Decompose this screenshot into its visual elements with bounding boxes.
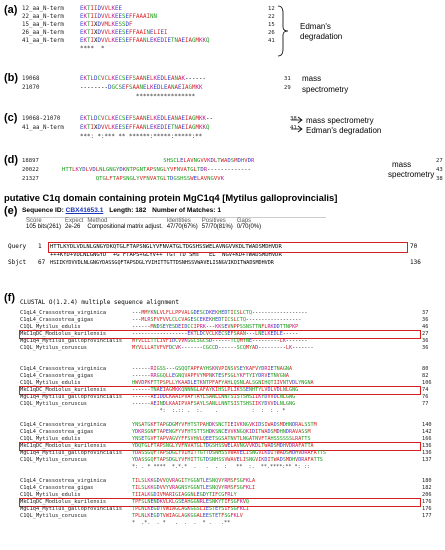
- clustal-seq-position: 76: [422, 394, 429, 400]
- clustal-seq-name: MkC1qDC_Modiolus_kurilensis: [20, 443, 107, 449]
- clustal-seq-name: MgC1q4_Mytilus_galloprovincialis: [20, 506, 123, 512]
- blast-value-cell: 0/70(0%): [236, 224, 262, 230]
- blast-header-cell: Score: [26, 218, 42, 224]
- clustal-seq-position: 106: [422, 380, 432, 386]
- seq-length: 26: [268, 30, 275, 36]
- matches-label: Number of Matches:: [152, 207, 216, 214]
- blast-value-cell: 57/70(81%): [201, 224, 233, 230]
- clustal-seq-name: MgC1q4_Mytilus_galloprovincialis: [20, 450, 123, 456]
- panel-d-label: (d): [4, 154, 19, 166]
- clustal-consensus: *: . * **** *.*.* . . . : ** :. **.****:** *: ::: [132, 464, 310, 470]
- blast-value-cell: Compositional matrix adjust.: [87, 224, 163, 230]
- clustal-seq-name: C1qL4_Crassostrea_virginica: [20, 310, 107, 316]
- seq-name: 12_aa_N-term: [22, 6, 64, 12]
- seq-length: 41: [268, 38, 275, 44]
- blast-value-cell: 105 bits(261): [26, 224, 62, 230]
- seq-name: 15_aa_N-term: [22, 22, 64, 28]
- seq-residues: EKTIIDVVLKEESEFFAAAINN: [80, 14, 157, 20]
- query-highlight-box: [48, 242, 408, 253]
- seq-name: 41_aa_N-term: [22, 38, 64, 44]
- panel-b-alignment: [22, 76, 442, 106]
- consensus-line: *****************: [80, 94, 196, 100]
- panel-b-annotation-1: mass: [302, 74, 322, 83]
- seq-name: 26_aa_N-term: [22, 30, 64, 36]
- clustal-seq-name: C1QL_Mytilus_coruscus: [20, 513, 87, 519]
- clustal-seq-position: 142: [422, 429, 432, 435]
- panel-d-annotation-2: spectrometry: [388, 170, 435, 179]
- clustal-seq-position: 180: [422, 478, 432, 484]
- clustal-seq-residues: ------TNAEIAGMKKQNNNGLAFAYKIHSLPLIKSSENHTYLVDLVDLNLGNG: [132, 387, 299, 393]
- query-end: 70: [410, 243, 418, 250]
- seq-name: 21327: [22, 176, 39, 182]
- clustal-seq-position: 27: [422, 331, 429, 337]
- sbjct-end: 136: [410, 259, 421, 266]
- seq-residues: EKTIXDVVLKEESEFFAANLEKEDIETNAEIAGMKKQ: [80, 125, 210, 131]
- blast-stats-table: [26, 218, 265, 230]
- blast-values-row: [26, 224, 265, 230]
- clustal-seq-name: MkC1qDC_Modiolus_kurilensis: [20, 387, 107, 393]
- seq-name: 21070: [22, 85, 40, 91]
- seq-length: 22: [268, 14, 275, 20]
- clustal-seq-residues: ------MNDSEYESDEIDCCIPRK---KKSEVNPPSSNSTTNFLRKDDTTNPKP: [132, 324, 299, 330]
- sbjct-label: Sbjct: [8, 259, 27, 266]
- clustal-consensus: * .*. . * . . . * . .**: [132, 520, 231, 526]
- seq-residues: EKTIXDVVLKEESEFFAAINELIEI: [80, 30, 168, 36]
- clustal-seq-residues: ---MLRSFVFVVLCLCVAGESCEKEKHEDTICSLCTQ------------------: [132, 317, 302, 323]
- length-label: Length:: [109, 207, 134, 214]
- clustal-seq-position: 176: [422, 506, 432, 512]
- clustal-seq-name: MkC1qDC_Modiolus_kurilensis: [20, 331, 107, 337]
- seq-length: 12: [268, 6, 275, 12]
- clustal-seq-name: C1qL4_Crassostrea_gigas: [20, 373, 94, 379]
- clustal-seq-position: 82: [422, 373, 429, 379]
- clustal-seq-position: 136: [422, 450, 432, 456]
- clustal-seq-residues: TPLNLKEGDTVWIAGLAGKGGSLIESTEYSIFSGFKLI: [132, 506, 249, 512]
- clustal-seq-residues: TPLNLKEGDTVWIAGLAGKGGALEESTETFSGFKLV: [132, 513, 243, 519]
- clustal-seq-residues: YDQTGLFTAPSNGLYVFNVATGLTDGSHSSWELAVNGVVKDLTWADSMDHVDRAFATTA: [132, 443, 314, 449]
- clustal-seq-name: MgC1q4_Mytilus_galloprovincialis: [20, 394, 123, 400]
- clustal-seq-position: 206: [422, 492, 432, 498]
- clustal-seq-name: C1QL_Mytilus_edulis: [20, 380, 81, 386]
- seq-residues: --------DGCSEFSAANELKEDLEANAEIAGMKK: [80, 85, 203, 91]
- clustal-seq-residues: YNSATGKFTAPGDGMYVFHTSTPAHDKSNCTIEIVKNGVKIDSIWADSMDHNDRALSSTM: [132, 422, 317, 428]
- clustal-seq-residues: ------------------EKTLDCVCLKECSEFSAAN---LNELKEDLE-----: [132, 331, 299, 337]
- clustal-seq-position: 77: [422, 401, 429, 407]
- arrow-c-1: [290, 116, 304, 136]
- seq-length: 38: [436, 176, 443, 182]
- panel-d-annotation-1: mass: [392, 160, 412, 169]
- panel-f-label: (f): [4, 292, 15, 304]
- panel-c-annotation-2: Edman's degradation: [306, 126, 382, 135]
- seq-name: 19068: [22, 76, 40, 82]
- blast-header-cell: Expect: [65, 218, 84, 224]
- blast-alignment: [4, 240, 444, 280]
- clustal-seq-residues: YDASSGQFTAPSDGLYVFHITTGTDSNHSSVWAVELISNGVIKDITWADSMDHVDRAFATTS: [132, 457, 323, 463]
- clustal-seq-position: 140: [422, 422, 432, 428]
- consensus-line: ***: *:*** ** ******:*****:*****:**: [80, 134, 203, 140]
- blast-header-cell: Identities: [166, 218, 191, 224]
- panel-b-label: (b): [4, 72, 19, 84]
- blast-header-cell: Gaps: [236, 218, 252, 224]
- panel-c-annotation-1: mass spectrometry: [306, 116, 374, 125]
- seq-residues: EKTLDCVCLKECSEFSAANELKEDLEANAEIAGMKK--: [80, 116, 213, 122]
- clustal-seq-name: C1qL4_Crassostrea_virginica: [20, 366, 107, 372]
- seqid-label: Sequence ID:: [22, 207, 64, 214]
- length-value: 182: [135, 207, 147, 214]
- seq-residues: EKTIXDVMLKESSDF: [80, 22, 133, 28]
- panel-d-alignment: [22, 158, 442, 188]
- clustal-seq-position: 74: [422, 387, 429, 393]
- seq-name: 20022: [22, 167, 39, 173]
- mid-seq: +++KYD+VDLNLGNGYD +G FTAPS+GLYV++ TGT TD SHs EL NGV+KD+TWADSMDHVDR: [50, 252, 282, 258]
- consensus-line: **** *: [80, 46, 105, 52]
- clustal-seq-residues: TILSLKKGDVVYVRAGNSYGGNTLESNQVYRMSFSGFKLI: [132, 485, 256, 491]
- seq-residues: EKTLDCVCLKECSEFSAANELKEDLEANAK------: [80, 76, 206, 82]
- panel-a-label: (a): [4, 4, 18, 16]
- seq-residues: EKTIXDVVLKEESEFFAANLEKEDIETNAEIAGMKKQ: [80, 38, 210, 44]
- clustal-seq-name: C1qL4_Crassostrea_virginica: [20, 478, 107, 484]
- clustal-seq-name: MgC1q4_Mytilus_galloprovincialis: [20, 338, 123, 344]
- clustal-seq-residues: TILSLKKGDVVQVRAGITYGGNTLESNQVYRMSFSGFKLA: [132, 478, 256, 484]
- clustal-seq-residues: ------RRGGQLLEGNQVAPFVYMPNKTESFSGLYKFTYIYDRVETNVGNA: [132, 373, 289, 379]
- clustal-seq-residues: YNSETGVFTAPVAGVYFFSVHVLQEETSGSATNVTLNGATNVFTAHSSSSSSLRATTS: [132, 436, 311, 442]
- seq-name: 19068-21070: [22, 116, 61, 122]
- blast-header-cell: Positives: [201, 218, 226, 224]
- clustal-seq-residues: YDKRSGNFTAPENGFYVFHTSTTSHDKSNCEVVKNGQKIDITWADSMDHNDRAVASSM: [132, 429, 311, 435]
- clustal-seq-position: 46: [422, 324, 429, 330]
- query-seq: HTTLKYDLVDLNLGNGYDKQTGLFTAPSNGLYVFNVATGLTDGSHSSWELAVNGVVKDLTWADSMDHVDR: [50, 244, 282, 250]
- clustal-seq-position: 137: [422, 457, 432, 463]
- clustal-consensus: [132, 352, 288, 358]
- panel-e: [4, 192, 444, 284]
- seq-length: 43: [436, 167, 443, 173]
- query-label: Query: [8, 243, 27, 250]
- clustal-seq-name: C1QL_Mytilus_coruscus: [20, 345, 87, 351]
- query-start: 1: [38, 243, 42, 250]
- clustal-seq-position: 36: [422, 338, 429, 344]
- blast-value-cell: 2e-26: [65, 224, 81, 230]
- clustal-seq-name: C1QL_Mytilus_coruscus: [20, 401, 87, 407]
- clustal-header: CLUSTAL O(1.2.4) multiple sequence alignment: [20, 299, 179, 306]
- seq-length: 41: [290, 125, 297, 131]
- blast-seqid-line: [22, 207, 221, 214]
- clustal-seq-name: C1qL4_Crassostrea_gigas: [20, 429, 94, 435]
- clustal-seq-residues: ------AEINDLKAAIPVAFSAYLSANLLNNTSISTSHSIIKYDVVDLNLGNG: [132, 401, 296, 407]
- seq-name: 18897: [22, 158, 39, 164]
- clustal-seq-residues: TPFSLNENDKVLKLGSEAHGGNRLESNKYTIFSGFKVQ: [132, 499, 249, 505]
- seq-residues: QTGLFTAPSNGLYVFNVATGLTDGSHSSWELAVNGVVK: [95, 176, 224, 182]
- clustal-seq-name: C1qL4_Crassostrea_gigas: [20, 317, 94, 323]
- panel-f-alignment: [0, 310, 445, 550]
- clustal-seq-residues: ---MMYKNLVLFLLPPVALGDESCDKEKHEDTICSLCTQ------------------: [132, 310, 308, 316]
- seq-residues: EKTIIDVVLKEE: [80, 6, 122, 12]
- clustal-seq-name: MkC1qDC_Modiolus_kurilensis: [20, 499, 107, 505]
- seq-length: 15: [268, 22, 275, 28]
- blast-title: putative C1q domain containing protein MgC1q4 [Mytilus galloprovincialis]: [4, 192, 338, 203]
- clustal-seq-position: 136: [422, 443, 432, 449]
- clustal-seq-name: C1QL_Mytilus_edulis: [20, 324, 81, 330]
- seq-length: 31: [284, 76, 291, 82]
- clustal-seq-residues: MYVLLLTTLIVFIDCVVKGGCSGCSD------TCQMYNE---------LK-------: [132, 338, 308, 344]
- clustal-seq-residues: ------RIGSS---GSQQTAPFAYHSKNVPINSVSEYKAFVYDRIETNAGNA: [132, 366, 293, 372]
- clustal-seq-name: C1QL_Mytilus_edulis: [20, 492, 81, 498]
- seq-residues: SHSCLELAVNGVVKDLTWADSMDHVDR: [163, 158, 255, 164]
- clustal-seq-name: C1QL_Mytilus_coruscus: [20, 457, 87, 463]
- clustal-consensus: *: :.:: . :. . : : : . *: [132, 408, 286, 414]
- clustal-seq-name: C1QL_Mytilus_edulis: [20, 436, 81, 442]
- clustal-seq-position: 36: [422, 345, 429, 351]
- clustal-seq-residues: TIIALKGDIVMARIGIAGGNLEGDYTIFCGFRLY: [132, 492, 237, 498]
- clustal-seq-residues: HWVDPKFTTPSPLLYKAADLETKNTPFAFYAHLQSNLALSGNIHQTIIVNTVDLYNGNA: [132, 380, 314, 386]
- clustal-seq-residues: ------AEIDDLKAAIPVAFTAYLSANLLNNTSISTSHSIIKYDVVDLNLGNG: [132, 394, 296, 400]
- brace-a: [277, 5, 289, 57]
- sbjct-start: 67: [38, 259, 46, 266]
- seqid-link[interactable]: CBX41653.1: [65, 207, 104, 214]
- clustal-seq-position: 36: [422, 317, 429, 323]
- seq-length: 38: [290, 116, 297, 122]
- clustal-seq-name: C1qL4_Crassostrea_virginica: [20, 422, 107, 428]
- clustal-seq-name: C1qL4_Crassostrea_gigas: [20, 485, 94, 491]
- seq-length: 29: [284, 85, 291, 91]
- seq-name: 22_aa_N-term: [22, 14, 64, 20]
- panel-c-label: (c): [4, 112, 18, 124]
- sbjct-seq: HSIIKYDVVDLNLGNGYDASSGQFTAPSDGLYVIHITTGTTDSNHSSVWAVELISNGVIKDITWADSMDHVDR: [50, 260, 274, 266]
- matches-value: 1: [217, 207, 222, 214]
- panel-a-annotation-1: Edman's: [300, 22, 331, 31]
- panel-a-annotation-2: degradation: [300, 32, 343, 41]
- blast-header-cell: Method: [87, 218, 108, 224]
- seq-name: 41_aa_N-term: [22, 125, 64, 131]
- clustal-seq-position: 166: [422, 436, 432, 442]
- clustal-seq-position: 37: [422, 310, 429, 316]
- panel-a-alignment: [22, 6, 442, 76]
- seq-residues: HTTLKYDLVDLNLGNGYDKNTPGNTAPSNGLYVFNVATGLTDR-------------: [62, 167, 251, 173]
- clustal-seq-position: 177: [422, 513, 432, 519]
- clustal-seq-position: 80: [422, 366, 429, 372]
- blast-value-cell: 47/70(67%): [166, 224, 198, 230]
- panel-e-label: (e): [4, 205, 18, 217]
- clustal-seq-position: 182: [422, 485, 432, 491]
- clustal-seq-residues: YDASSGQFTAPSDGLYVIHITTGTTDSNHSSVWAVELISNGVIKDITWADSMDHVDRAFATTS: [132, 450, 326, 456]
- seq-length: 27: [436, 158, 443, 164]
- clustal-seq-residues: MYVLLLATVFVFDCVK-------CGCCD------SCQMYAD---------LK-------: [132, 345, 314, 351]
- panel-b-annotation-2: spectrometry: [302, 85, 349, 94]
- clustal-seq-position: 176: [422, 499, 432, 505]
